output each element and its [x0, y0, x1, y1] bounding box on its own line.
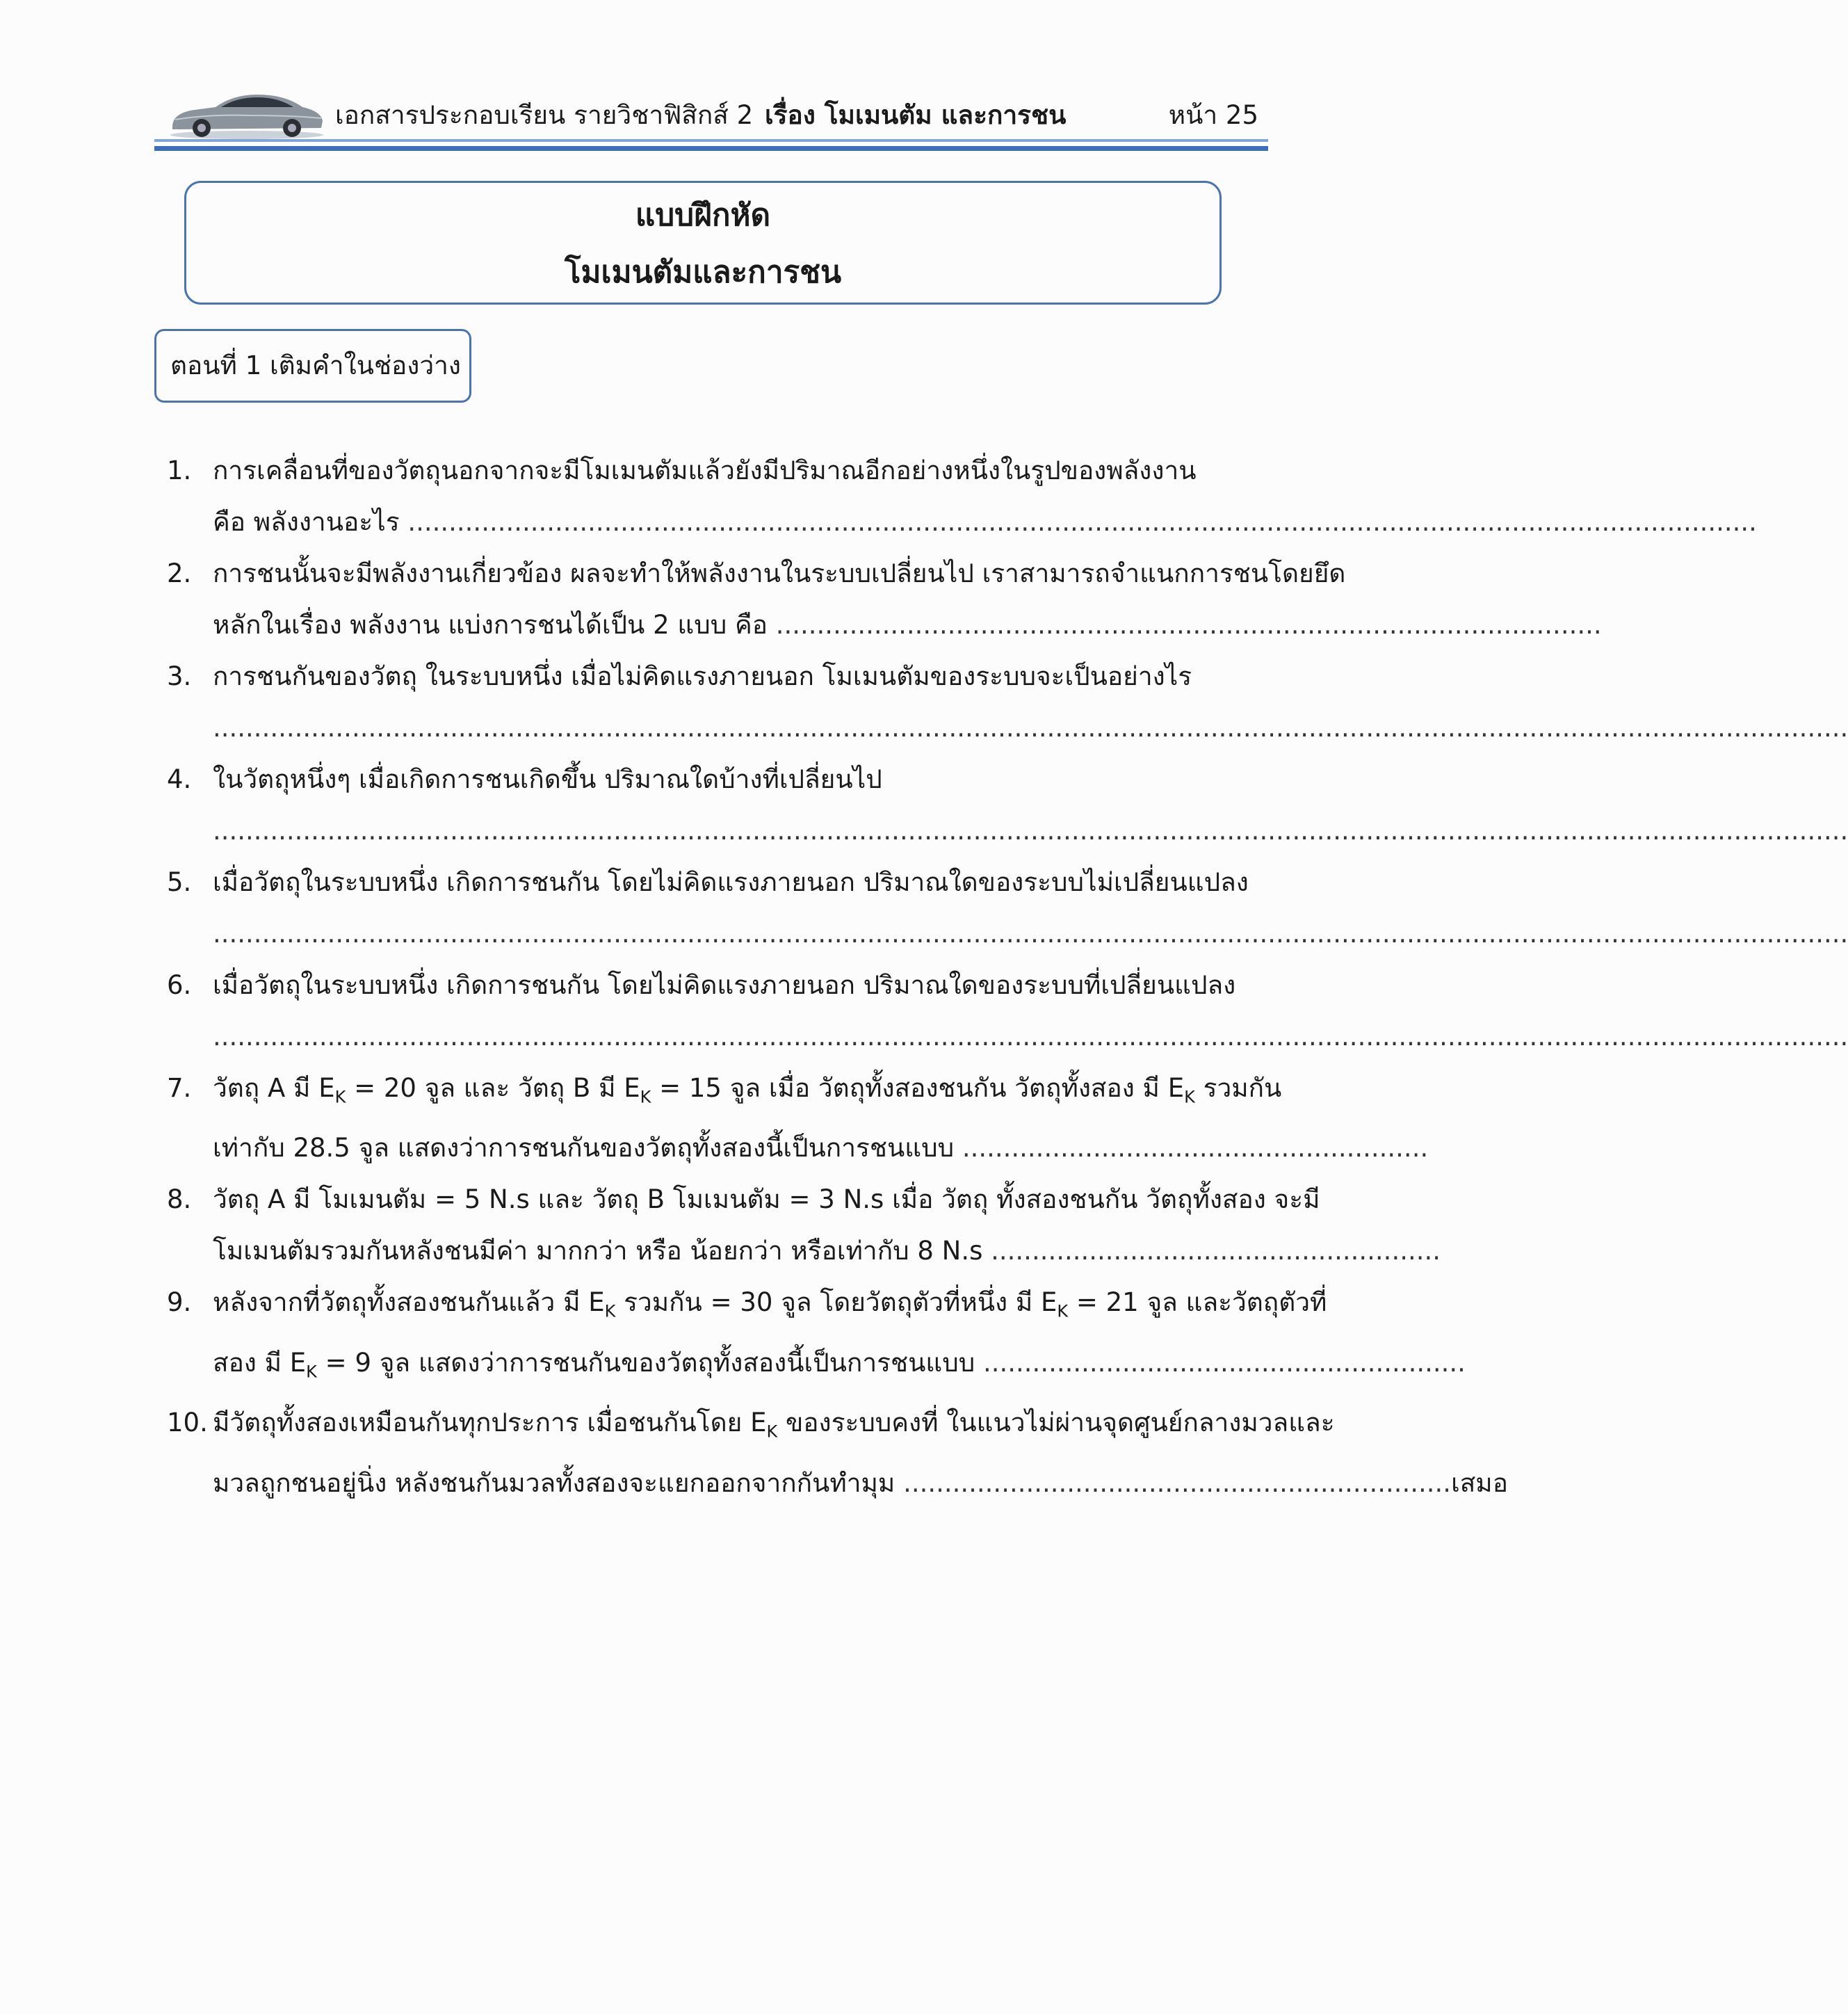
question-text: มวลถูกชนอยู่นิ่ง หลังชนกันมวลทั้งสองจะแยกออกจากกันทำมุม	[213, 1467, 895, 1498]
answer-blank[interactable]: .....................................................................................................................................................................	[407, 507, 1757, 537]
question-text: การเคลื่อนที่ของวัตถุนอกจากจะมีโมเมนตัมแล้วยังมีปริมาณอีกอย่างหนึ่งในรูปของพลังงาน	[213, 456, 1197, 485]
question-text: คือ พลังงานอะไร	[213, 507, 400, 537]
question-1	[167, 445, 1757, 548]
question-text: วัตถุ A มี โมเมนตัม = 5 N.s และ วัตถุ B โมเมนตัม = 3 N.s เมื่อ วัตถุ ทั้งสองชนกัน วัตถุทั้งสอง จะมี	[213, 1184, 1320, 1215]
question-number: 1.	[167, 456, 192, 485]
answer-blank[interactable]: ...........................................................	[982, 1347, 1466, 1378]
document-title: เอกสารประกอบเรียน รายวิชาฟิสิกส์ 2	[335, 100, 754, 130]
question-number: 4.	[167, 764, 192, 794]
question-10	[167, 1397, 1508, 1508]
section-label: ตอนที่ 1 เติมคำในช่องว่าง	[154, 329, 471, 403]
question-number: 8.	[167, 1184, 192, 1215]
question-number: 6.	[167, 970, 192, 1000]
question-number: 5.	[167, 867, 192, 897]
question-text: วัตถุ A มี $E_K = 20$ จูล และ วัตถุ B มี $E_K = 15$ จูล เมื่อ วัตถุทั้งสองชนกัน วัตถุทั้งสอง มี $E_K$ รวมกัน	[213, 1073, 1282, 1107]
question-text: หลักในเรื่อง พลังงาน แบ่งการชนได้เป็น 2 แบบ คือ	[213, 610, 768, 640]
answer-blank[interactable]: ........................................................................................................................................................................................................	[213, 816, 1848, 846]
question-9	[167, 1277, 1466, 1397]
page-header	[154, 82, 1267, 152]
question-6	[167, 960, 1848, 1063]
answer-blank[interactable]: ........................................................................................................................................................................................................	[213, 919, 1848, 949]
question-text: มีวัตถุทั้งสองเหมือนกันทุกประการ เมื่อชนกันโดย $E_K$ ของระบบคงที่ ในแนวไม่ผ่านจุดศูนย์กลางมวลและ	[213, 1408, 1335, 1442]
question-2	[167, 548, 1602, 651]
question-text: เท่ากับ 28.5 จูล แสดงว่าการชนกันของวัตถุทั้งสองนี้เป็นการชนแบบ	[213, 1133, 955, 1163]
exercise-title: แบบฝึกหัด	[635, 198, 771, 233]
question-3	[167, 651, 1848, 754]
question-number: 2.	[167, 558, 192, 588]
question-number: 10.	[167, 1408, 208, 1438]
question-text: การชนนั้นจะมีพลังงานเกี่ยวข้อง ผลจะทำให้พลังงานในระบบเปลี่ยนไป เราสามารถจำแนกการชนโดยยึด	[213, 558, 1346, 588]
exercise-subtitle: โมเมนตัมและการชน	[564, 255, 842, 290]
question-text: เมื่อวัตถุในระบบหนึ่ง เกิดการชนกัน โดยไม่คิดแรงภายนอก ปริมาณใดของระบบไม่เปลี่ยนแปลง	[213, 867, 1249, 897]
question-text: หลังจากที่วัตถุทั้งสองชนกันแล้ว มี $E_K$ รวมกัน = 30 จูล โดยวัตถุตัวที่หนึ่ง มี $E_K = 21$ จูล และวัตถุตัวที่	[213, 1287, 1327, 1321]
question-text: สอง มี $E_K = 9$ จูล แสดงว่าการชนกันของวัตถุทั้งสองนี้เป็นการชนแบบ	[213, 1347, 975, 1382]
question-text: การชนกันของวัตถุ ในระบบหนึ่ง เมื่อไม่คิดแรงภายนอก โมเมนตัมของระบบจะเป็นอย่างไร	[213, 661, 1192, 691]
exercise-title-box	[184, 181, 1222, 305]
question-4	[167, 754, 1848, 857]
topic-title: เรื่อง โมเมนตัม และการชน	[765, 100, 1067, 130]
question-list	[167, 445, 1848, 1509]
question-5	[167, 857, 1848, 960]
car-image	[167, 85, 325, 140]
answer-blank[interactable]: .........................................................	[962, 1133, 1429, 1163]
question-number: 3.	[167, 661, 192, 691]
question-text: เมื่อวัตถุในระบบหนึ่ง เกิดการชนกัน โดยไม่คิดแรงภายนอก ปริมาณใดของระบบที่เปลี่ยนแปลง	[213, 970, 1236, 1000]
answer-blank[interactable]: ........................................................................................................................................................................................................	[213, 713, 1848, 743]
answer-blank[interactable]: ........................................................................................................................................................................................................	[213, 1022, 1848, 1052]
question-7	[167, 1063, 1429, 1174]
question-text-end: เสมอ	[1451, 1467, 1508, 1498]
answer-blank[interactable]: ...................................................................	[903, 1467, 1452, 1498]
header-rule-thick	[154, 146, 1268, 151]
question-8	[167, 1174, 1441, 1277]
header-rule-thin	[154, 139, 1268, 142]
page-number: หน้า 25	[1168, 100, 1258, 130]
answer-blank[interactable]: .......................................................	[991, 1236, 1441, 1266]
question-number: 9.	[167, 1287, 192, 1318]
question-text: ในวัตถุหนึ่งๆ เมื่อเกิดการชนเกิดขึ้น ปริมาณใดบ้างที่เปลี่ยนไป	[213, 764, 882, 794]
question-number: 7.	[167, 1073, 192, 1103]
question-text: โมเมนตัมรวมกันหลังชนมีค่า มากกว่า หรือ น้อยกว่า หรือเท่ากับ 8 N.s	[213, 1236, 983, 1266]
answer-blank[interactable]: .....................................................................................................	[775, 610, 1602, 640]
